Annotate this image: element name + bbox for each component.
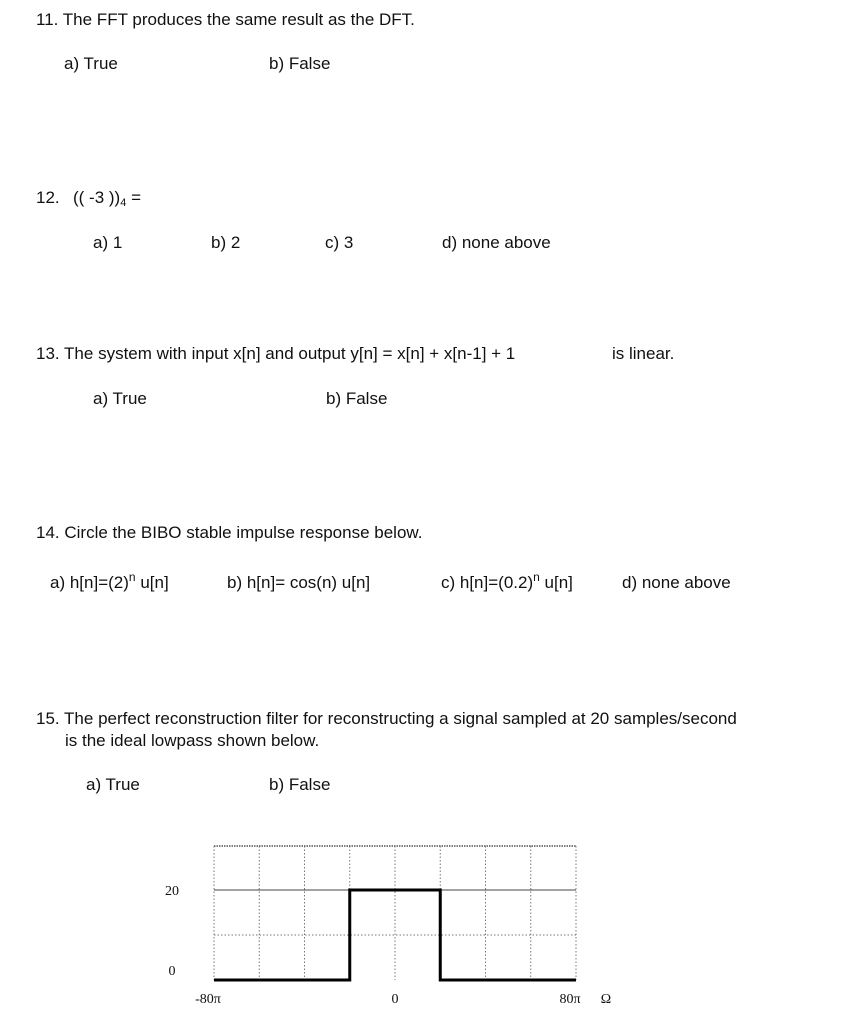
q14-option-d[interactable]: d) none above bbox=[622, 573, 731, 592]
q13-option-a[interactable]: a) True bbox=[93, 389, 147, 408]
q12-option-d[interactable]: d) none above bbox=[442, 233, 551, 252]
q14-a-post: u[n] bbox=[135, 573, 169, 592]
y-tick-label: 20 bbox=[165, 884, 179, 899]
q14-option-b[interactable]: b) h[n]= cos(n) u[n] bbox=[227, 573, 371, 592]
q13-text: 13. The system with input x[n] and output y[n] = x[n] + x[n-1] + 1 bbox=[36, 344, 516, 363]
q11-option-a[interactable]: a) True bbox=[64, 54, 118, 73]
plot-grid bbox=[214, 846, 576, 980]
q14-c-post: u[n] bbox=[539, 573, 573, 592]
q12-option-a[interactable]: a) 1 bbox=[93, 233, 123, 252]
q15-option-a[interactable]: a) True bbox=[86, 775, 140, 794]
q13-option-b[interactable]: b) False bbox=[326, 389, 388, 408]
x-tick-label: 80π bbox=[559, 992, 581, 1007]
x-tick-label: -80π bbox=[195, 992, 221, 1007]
q15-line2: is the ideal lowpass shown below. bbox=[65, 731, 320, 750]
plot-labels bbox=[165, 884, 611, 1007]
q12-option-c[interactable]: c) 3 bbox=[325, 233, 354, 252]
q14-c-pre: c) h[n]=(0.2) bbox=[441, 573, 534, 592]
q15-option-b[interactable]: b) False bbox=[269, 775, 331, 794]
q12-expr-subscript: 4 bbox=[120, 197, 127, 209]
q15-line1: 15. The perfect reconstruction filter for reconstructing a signal sampled at 20 samples/second bbox=[36, 709, 737, 728]
q14-c-sup: n bbox=[533, 570, 540, 584]
x-tick-label: 0 bbox=[391, 992, 399, 1007]
q12-option-b[interactable]: b) 2 bbox=[211, 233, 241, 252]
q13-tail: is linear. bbox=[612, 344, 675, 363]
q12-expr-main: (( -3 )) bbox=[73, 188, 121, 207]
q12-expr-eq: = bbox=[126, 188, 141, 207]
q14-text: 14. Circle the BIBO stable impulse response below. bbox=[36, 523, 423, 542]
q11-option-b[interactable]: b) False bbox=[269, 54, 331, 73]
q11-text: 11. The FFT produces the same result as the DFT. bbox=[36, 10, 415, 29]
y-tick-label: 0 bbox=[168, 964, 176, 979]
q12-number: 12. bbox=[36, 188, 60, 207]
x-axis-label: Ω bbox=[600, 992, 612, 1007]
q14-a-sup: n bbox=[128, 570, 136, 584]
q14-a-pre: a) h[n]=(2) bbox=[50, 573, 129, 592]
